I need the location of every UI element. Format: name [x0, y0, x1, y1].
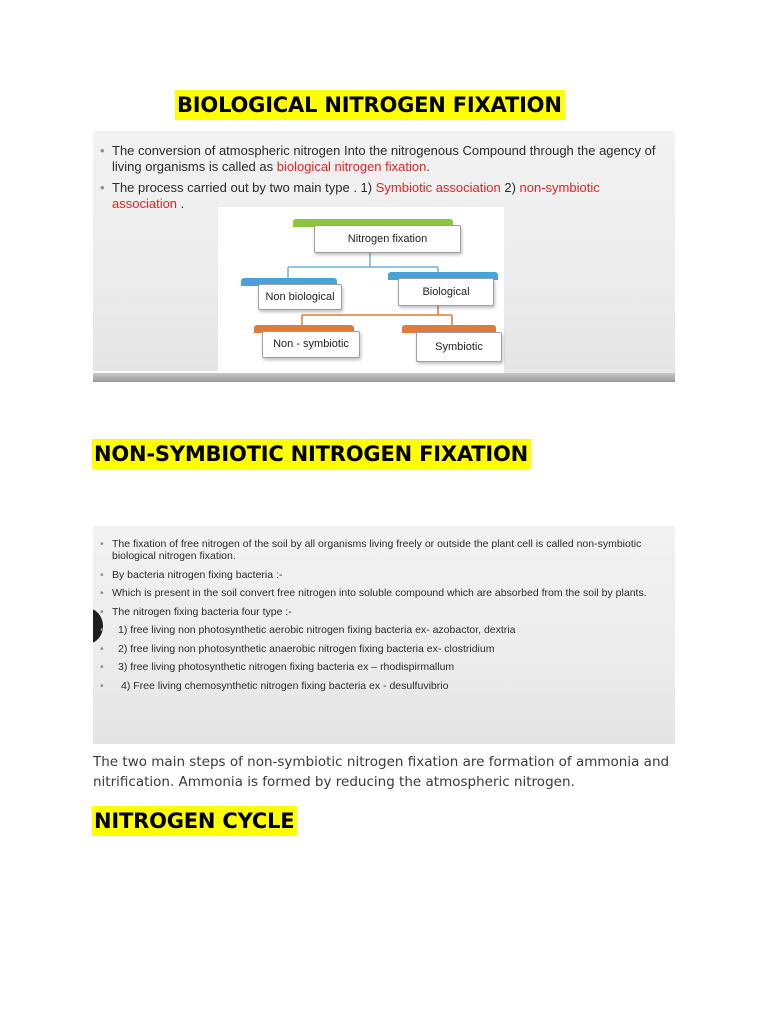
bullet-dot-icon: •: [100, 538, 104, 550]
bullet-dot-icon: •: [100, 624, 104, 636]
slide2-bullet-list: [100, 538, 660, 698]
diagram-node-non-biological: Non biological: [258, 284, 342, 310]
bullet-highlight-text: non-symbiotic association: [112, 180, 600, 211]
heading-non-symbiotic-nitrogen-fixation: NON-SYMBIOTIC NITROGEN FIXATION: [92, 439, 531, 469]
slide2-bullet: [100, 679, 660, 692]
diagram-node-symbiotic: Symbiotic: [416, 332, 502, 362]
bullet-highlight-text: biological nitrogen fixation: [276, 159, 427, 174]
bullet-text: 1) free living non photosynthetic aerobic nitrogen fixing bacteria ex- azobactor, dextria: [118, 624, 516, 636]
diagram-node-nitrogen-fixation: Nitrogen fixation: [314, 225, 461, 253]
heading-nitrogen-cycle: NITROGEN CYCLE: [92, 806, 297, 836]
bullet-dot-icon: •: [100, 679, 104, 692]
bullet-end-text: .: [426, 159, 430, 174]
heading-biological-nitrogen-fixation: BIOLOGICAL NITROGEN FIXATION: [175, 90, 565, 120]
bullet-dot-icon: •: [100, 180, 105, 195]
bullet-text: By bacteria nitrogen fixing bacteria :-: [112, 568, 283, 581]
bullet-text: 2) free living non photosynthetic anaerobic nitrogen fixing bacteria ex- clostridium: [118, 642, 495, 655]
bullet-dot-icon: •: [100, 642, 104, 655]
slide2-bullet: [100, 568, 660, 581]
bullet-dot-icon: •: [100, 605, 104, 618]
slide-non-symbiotic-fixation: [93, 526, 675, 744]
diagram-node-biological: Biological: [398, 278, 494, 306]
bullet-end-text: .: [177, 196, 185, 211]
slide1-bullet-list: [100, 143, 662, 217]
bullet-text: 3) free living photosynthetic nitrogen fixing bacteria ex – rhodispirmallum: [118, 661, 455, 673]
bullet-text: The fixation of free nitrogen of the soil by all organisms living freely or outside the plant cell is called non-symbiotic biological nitrogen fixation.: [112, 538, 642, 562]
bullet-text: The process carried out by two main type . 1): [112, 180, 376, 195]
bullet-dot-icon: •: [100, 661, 104, 673]
body-paragraph: The two main steps of non-symbiotic nitrogen fixation are formation of ammonia and nitrification. Ammonia is formed by reducing the atmospheric nitrogen.: [93, 754, 670, 790]
diagram-node-non-symbiotic: Non - symbiotic: [262, 331, 360, 358]
bullet-text: The nitrogen fixing bacteria four type :-: [112, 605, 292, 618]
slide-biological-nitrogen-fixation: [93, 131, 675, 382]
slide2-bullet: [100, 605, 660, 618]
slide-bottom-bar: [93, 373, 675, 382]
bullet-text: 4) Free living chemosynthetic nitrogen fixing bacteria ex - desulfuvibrio: [121, 679, 449, 692]
bullet-text: Which is present in the soil convert free nitrogen into soluble compound which are absorbed from the soil by plants.: [112, 587, 647, 599]
slide2-bullet: [100, 587, 660, 599]
bullet-text: The conversion of atmospheric nitrogen Into the nitrogenous Compound through the agency of living organisms is called as: [112, 143, 656, 174]
nitrogen-fixation-diagram: [218, 207, 504, 382]
slide2-bullet: [100, 624, 660, 636]
bullet-dot-icon: •: [100, 587, 104, 599]
bullet-mid-text: 2): [500, 180, 520, 195]
slide1-bullet-1: [100, 143, 662, 175]
slide2-bullet: [100, 642, 660, 655]
slide2-bullet: [100, 661, 660, 673]
bullet-dot-icon: •: [100, 568, 104, 581]
slide2-bullet: [100, 538, 660, 562]
bullet-dot-icon: •: [100, 143, 105, 158]
bullet-highlight-text: Symbiotic association: [375, 180, 501, 195]
